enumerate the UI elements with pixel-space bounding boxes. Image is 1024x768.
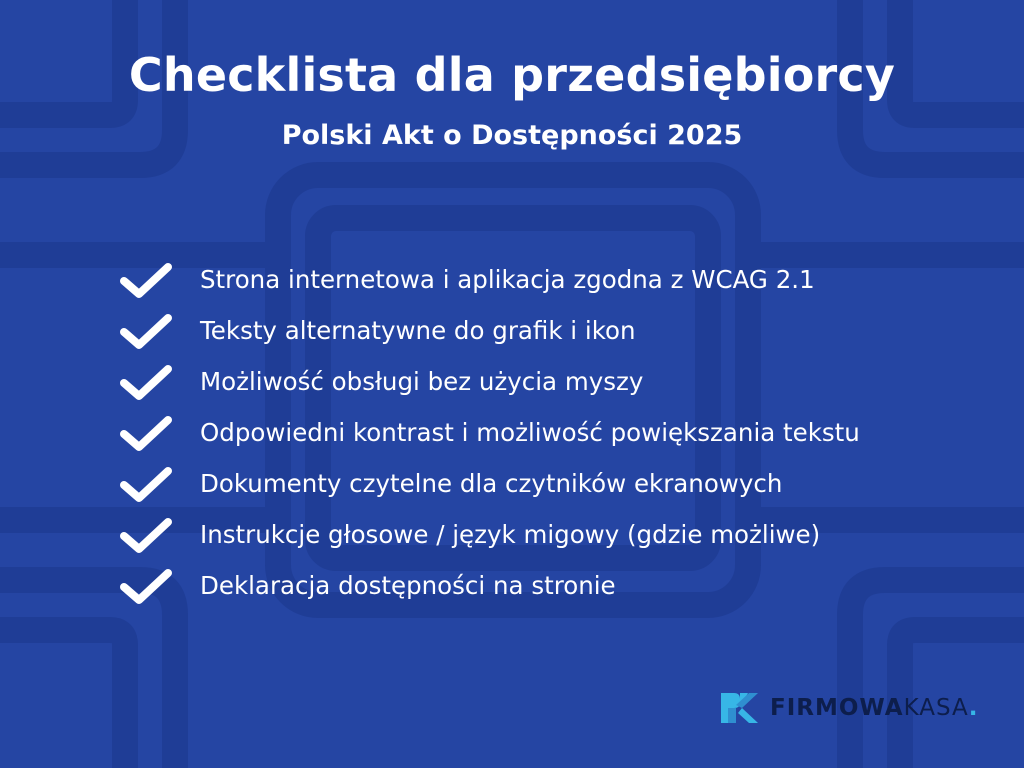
checkmark-icon	[118, 413, 174, 453]
checklist-item-label: Możliwość obsługi bez użycia myszy	[200, 367, 644, 396]
page-subtitle: Polski Akt o Dostępności 2025	[281, 120, 743, 151]
checklist-item-label: Odpowiedni kontrast i możliwość powiększania tekstu	[200, 418, 860, 447]
checklist-item	[118, 560, 998, 611]
checklist-item-label: Deklaracja dostępności na stronie	[200, 571, 616, 600]
checklist-item	[118, 407, 998, 458]
checkmark-icon	[118, 515, 174, 555]
checkmark-icon	[118, 464, 174, 504]
brand-dot: .	[968, 695, 979, 721]
checklist-item-label: Dokumenty czytelne dla czytników ekranowych	[200, 469, 783, 498]
fk-logo-icon	[718, 691, 760, 725]
brand-name	[770, 695, 979, 721]
checkmark-icon	[118, 566, 174, 606]
brand-logo	[718, 690, 979, 726]
checkmark-icon	[118, 362, 174, 402]
brand-name-part-b: KASA	[903, 695, 969, 721]
checkmark-icon	[118, 260, 174, 300]
page-title: Checklista dla przedsiębiorcy	[128, 48, 896, 102]
checklist-item-label: Instrukcje głosowe / język migowy (gdzie możliwe)	[200, 520, 821, 549]
checkmark-icon	[118, 311, 174, 351]
checklist-item	[118, 509, 998, 560]
checklist-item-label: Strona internetowa i aplikacja zgodna z WCAG 2.1	[200, 265, 815, 294]
checklist	[118, 254, 998, 611]
checklist-item	[118, 305, 998, 356]
brand-name-part-a: FIRMOWA	[770, 695, 904, 721]
checklist-item	[118, 254, 998, 305]
checklist-item	[118, 458, 998, 509]
checklist-item	[118, 356, 998, 407]
checklist-item-label: Teksty alternatywne do grafik i ikon	[200, 316, 636, 345]
